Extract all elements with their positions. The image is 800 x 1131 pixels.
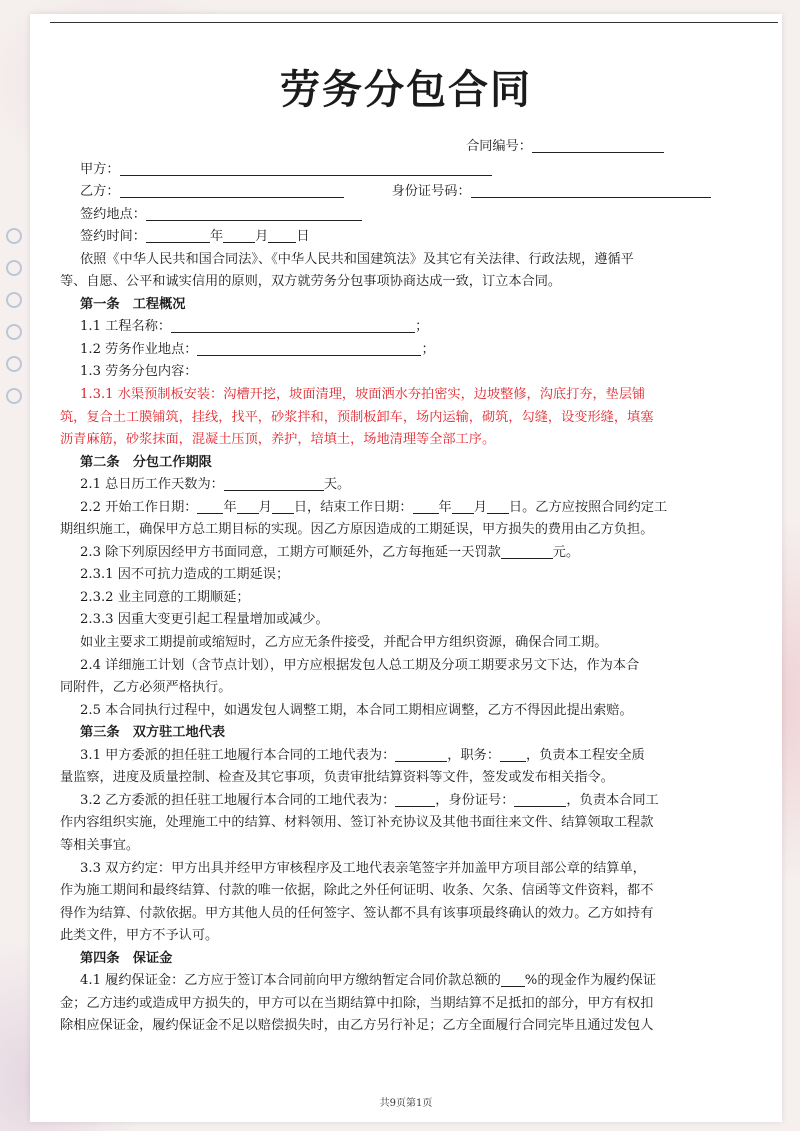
preamble-1: 依照《中华人民共和国合同法》、《中华人民共和国建筑法》及其它有关法律、行政法规，遵循平 [80, 251, 634, 267]
sign-time-line: 签约时间： 年 月 日 [80, 229, 310, 245]
article-1-heading: 第一条 工程概况 [80, 296, 186, 312]
art4-line1c: 金；乙方违约或造成甲方损失的，甲方可以在当期结算中扣除，当期结算不足抵扣的部分，甲方有权扣 [60, 995, 654, 1011]
art2-line4b: 同附件，乙方必须严格执行。 [60, 680, 232, 696]
contract-number-field[interactable] [532, 137, 664, 153]
party-a-line: 甲方： [80, 159, 782, 182]
art3-line3b: 作为施工期间和最终结算、付款的唯一依据，除此之外任何证明、收条、欠条、信函等文件资料，都不 [60, 883, 654, 899]
sign-month-field[interactable] [223, 227, 255, 243]
work-location-field[interactable] [197, 340, 421, 356]
art2-line2: 2.2 开始工作日期： 年 月 日，结束工作日期： 年 月 日。乙方应按照合同约定工 [80, 499, 668, 515]
party-b-rep-field[interactable] [395, 791, 435, 807]
party-a-rep-field[interactable] [395, 746, 447, 762]
position-field[interactable] [500, 746, 526, 762]
art3-line1-cont: 量监察，进度及质量控制、检查及其它事项，负责审批结算资料等文件，签发或发布相关指令。 [60, 770, 614, 786]
start-year-field[interactable] [197, 498, 223, 514]
art4-line1d: 除相应保证金，履约保证金不足以赔偿损失时，由乙方另行补足；乙方全面履行合同完毕且通过发包人 [60, 1018, 654, 1034]
total-days-field[interactable] [224, 475, 324, 491]
binder-rings [0, 0, 30, 1131]
art2-line5: 2.5 本合同执行过程中，如遇发包人调整工期，本合同工期相应调整，乙方不得因此提出索赔。 [80, 702, 633, 718]
art2-line3: 2.3 除下列原因经甲方书面同意，工期方可顺延外，乙方每拖延一天罚款 元。 [80, 544, 580, 560]
document-body [60, 136, 782, 1038]
sign-place-field[interactable] [146, 205, 362, 221]
scope-red-3: 沥青麻筋，砂浆抹面，混凝土压顶，养护，培填土，场地清理等全部工序。 [60, 432, 496, 448]
contract-number-line: 合同编号： [80, 136, 782, 159]
document-page [30, 14, 782, 1122]
art2-line33: 2.3.3 因重大变更引起工程量增加或减少。 [80, 612, 329, 628]
rep-id-field[interactable] [514, 791, 566, 807]
preamble-2: 等、自愿、公平和诚实信用的原则，双方就劳务分包事项协商达成一致，订立本合同。 [60, 274, 562, 290]
art1-line3: 1.3 劳务分包内容： [80, 364, 198, 380]
art2-line34: 如业主要求工期提前或缩短时，乙方应无条件接受，并配合甲方组织资源，确保合同工期。 [80, 635, 608, 651]
top-rule [50, 22, 778, 23]
end-month-field[interactable] [452, 498, 474, 514]
art2-line2-cont: 期组织施工，确保甲方总工期目标的实现。因乙方原因造成的工期延误，甲方损失的费用由乙方负担。 [60, 522, 654, 538]
sign-place-line: 签约地点： [80, 204, 782, 227]
end-day-field[interactable] [487, 498, 509, 514]
penalty-field[interactable] [501, 543, 553, 559]
art3-line2-end: 等相关事宜。 [60, 837, 140, 853]
art2-line32: 2.3.2 业主同意的工期顺延； [80, 589, 250, 605]
sign-year-field[interactable] [146, 227, 210, 243]
article-2-heading: 第二条 分包工作期限 [80, 454, 212, 470]
page-footer: 共9页第1页 [379, 1098, 433, 1109]
deposit-percent-field[interactable] [501, 971, 525, 987]
art3-line3c: 得作为结算、付款依据。甲方其他人员的任何签字、签认都不具有该事项最终确认的效力。乙方如持有 [60, 905, 654, 921]
party-b-line: 乙方： 身份证号码： [80, 181, 782, 204]
scope-red-1: 1.3.1 水渠预制板安装：沟槽开挖，坡面清理，坡面洒水夯拍密实，边坡整修，沟底打夯，垫层铺 [80, 387, 646, 403]
sign-day-field[interactable] [268, 227, 296, 243]
art2-line31: 2.3.1 因不可抗力造成的工期延误； [80, 567, 290, 583]
art3-line1: 3.1 甲方委派的担任驻工地履行本合同的工地代表为： ，职务： ，负责本工程安全质 [80, 747, 645, 763]
art1-line1: 1.1 工程名称： ； [80, 319, 429, 335]
art2-line4a: 2.4 详细施工计划（含节点计划），甲方应根据发包人总工期及分项工期要求另文下达，作为本合 [80, 657, 640, 673]
party-a-field[interactable] [120, 160, 492, 176]
article-3-heading: 第三条 双方驻工地代表 [80, 725, 226, 741]
project-name-field[interactable] [171, 317, 415, 333]
end-year-field[interactable] [413, 498, 439, 514]
art2-line1: 2.1 总日历工作天数为： 天。 [80, 477, 351, 493]
art1-line2: 1.2 劳务作业地点： ； [80, 341, 435, 357]
start-month-field[interactable] [237, 498, 259, 514]
art3-line3d: 此类文件，甲方不予认可。 [60, 928, 219, 944]
start-day-field[interactable] [272, 498, 294, 514]
scope-red-2: 筑，复合土工膜铺筑，挂线，找平，砂浆拌和，预制板卸车，场内运输，砌筑，勾缝，设变形缝，填塞 [60, 409, 654, 425]
art3-line3a: 3.3 双方约定：甲方出具并经甲方审核程序及工地代表亲笔签字并加盖甲方项目部公章的结算单， [80, 860, 646, 876]
document-title: 劳务分包合同 [280, 67, 532, 113]
art3-line2-cont: 作内容组织实施，处理施工中的结算、材料领用、签订补充协议及其他书面往来文件、结算领取工程款 [60, 815, 654, 831]
article-4-heading: 第四条 保证金 [80, 950, 173, 966]
art4-line1: 4.1 履约保证金：乙方应于签订本合同前向甲方缴纳暂定合同价款总额的 %的现金作为履约保证 [80, 973, 657, 989]
art3-line2: 3.2 乙方委派的担任驻工地履行本合同的工地代表为： ，身份证号： ，负责本合同工 [80, 792, 659, 808]
party-b-field[interactable] [120, 182, 344, 198]
id-number-field[interactable] [471, 182, 711, 198]
